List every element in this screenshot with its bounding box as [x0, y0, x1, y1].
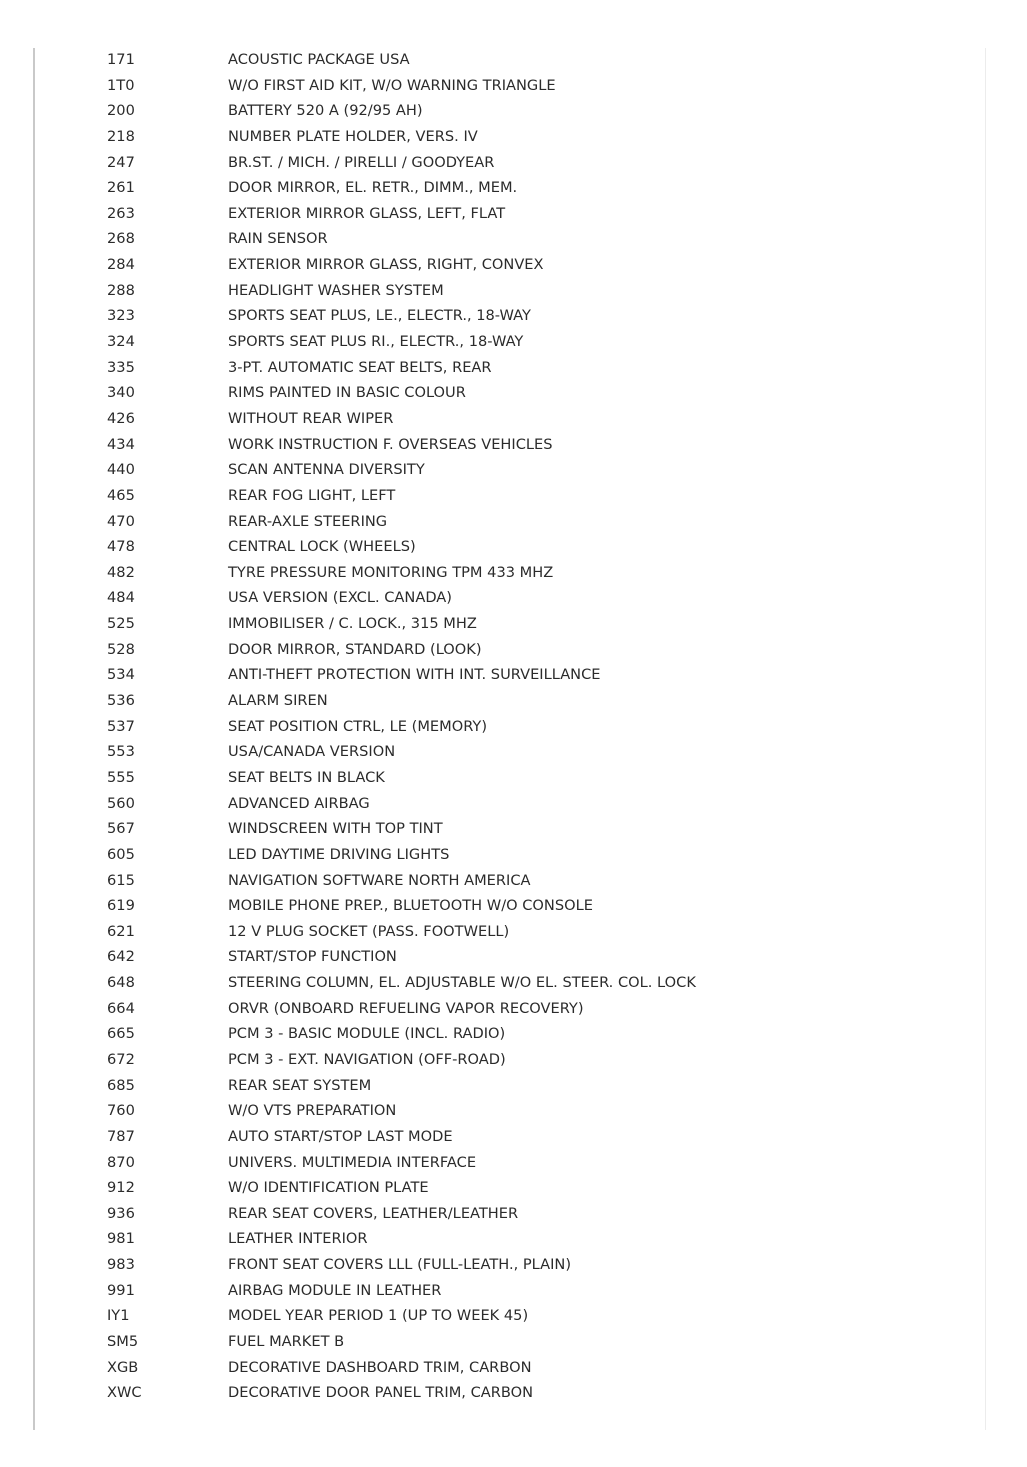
option-row [0, 509, 1027, 535]
option-code: 991 [107, 1281, 135, 1299]
option-code: XGB [107, 1358, 139, 1376]
option-description: ALARM SIREN [228, 692, 328, 710]
option-code: 605 [107, 845, 135, 863]
option-description: HEADLIGHT WASHER SYSTEM [228, 281, 444, 299]
option-description: REAR-AXLE STEERING [228, 512, 388, 530]
option-row [0, 1073, 1027, 1099]
option-row [0, 252, 1027, 278]
option-row [0, 1124, 1027, 1150]
option-code: 870 [107, 1153, 135, 1171]
option-row [0, 329, 1027, 355]
option-description: REAR SEAT COVERS, LEATHER/LEATHER [228, 1204, 519, 1222]
option-code: 534 [107, 666, 135, 684]
option-row [0, 919, 1027, 945]
option-row [0, 1098, 1027, 1124]
option-description: DECORATIVE DOOR PANEL TRIM, CARBON [228, 1384, 534, 1402]
option-row [0, 73, 1027, 99]
option-row [0, 355, 1027, 381]
option-description: FRONT SEAT COVERS LLL (FULL-LEATH., PLAIN) [228, 1256, 572, 1274]
option-description: STEERING COLUMN, EL. ADJUSTABLE W/O EL. STEER. COL. LOCK [228, 974, 696, 992]
option-row [0, 483, 1027, 509]
option-code: 553 [107, 743, 135, 761]
option-description: RIMS PAINTED IN BASIC COLOUR [228, 384, 466, 402]
option-row [0, 1303, 1027, 1329]
option-row [0, 1226, 1027, 1252]
option-code: 1T0 [107, 76, 135, 94]
option-code: 787 [107, 1127, 135, 1145]
option-code: 340 [107, 384, 135, 402]
option-code: SM5 [107, 1333, 139, 1351]
option-row [0, 47, 1027, 73]
option-code: 426 [107, 409, 135, 427]
option-row [0, 1329, 1027, 1355]
option-row [0, 150, 1027, 176]
option-row [0, 842, 1027, 868]
option-row [0, 611, 1027, 637]
option-row [0, 226, 1027, 252]
option-code: 642 [107, 948, 135, 966]
option-row [0, 175, 1027, 201]
option-row [0, 406, 1027, 432]
option-description: ANTI-THEFT PROTECTION WITH INT. SURVEILLANCE [228, 666, 601, 684]
option-code: 567 [107, 820, 135, 838]
option-row [0, 1380, 1027, 1406]
option-description: BATTERY 520 A (92/95 AH) [228, 102, 423, 120]
option-description: 12 V PLUG SOCKET (PASS. FOOTWELL) [228, 922, 510, 940]
option-code: 465 [107, 486, 135, 504]
option-row [0, 662, 1027, 688]
option-code: 528 [107, 640, 135, 658]
option-row [0, 1150, 1027, 1176]
option-row [0, 1047, 1027, 1073]
option-code: 324 [107, 333, 135, 351]
option-row [0, 970, 1027, 996]
option-code: 323 [107, 307, 135, 325]
option-row [0, 637, 1027, 663]
option-description: AIRBAG MODULE IN LEATHER [228, 1281, 442, 1299]
option-code: 218 [107, 127, 135, 145]
option-description: MODEL YEAR PERIOD 1 (UP TO WEEK 45) [228, 1307, 529, 1325]
option-description: EXTERIOR MIRROR GLASS, RIGHT, CONVEX [228, 256, 544, 274]
option-code: 555 [107, 768, 135, 786]
option-row [0, 765, 1027, 791]
option-row [0, 124, 1027, 150]
option-row [0, 714, 1027, 740]
option-row [0, 560, 1027, 586]
option-description: W/O IDENTIFICATION PLATE [228, 1179, 429, 1197]
option-code: 434 [107, 435, 135, 453]
option-code: 560 [107, 794, 135, 812]
option-description: TYRE PRESSURE MONITORING TPM 433 MHZ [228, 563, 554, 581]
option-code: 672 [107, 1050, 135, 1068]
option-code: 268 [107, 230, 135, 248]
option-description: WINDSCREEN WITH TOP TINT [228, 820, 443, 838]
option-description: BR.ST. / MICH. / PIRELLI / GOODYEAR [228, 153, 495, 171]
option-description: ACOUSTIC PACKAGE USA [228, 51, 410, 68]
option-code: 615 [107, 871, 135, 889]
option-row [0, 1355, 1027, 1381]
option-row [0, 457, 1027, 483]
option-description: NAVIGATION SOFTWARE NORTH AMERICA [228, 871, 531, 889]
option-description: EXTERIOR MIRROR GLASS, LEFT, FLAT [228, 204, 506, 222]
option-row [0, 432, 1027, 458]
option-description: ADVANCED AIRBAG [228, 794, 370, 812]
option-description: SCAN ANTENNA DIVERSITY [228, 461, 425, 479]
option-code: 912 [107, 1179, 135, 1197]
option-row [0, 1278, 1027, 1304]
option-code-list [0, 47, 1027, 1406]
option-description: PCM 3 - EXT. NAVIGATION (OFF-ROAD) [228, 1050, 506, 1068]
option-row [0, 791, 1027, 817]
option-code: 648 [107, 974, 135, 992]
option-code: 482 [107, 563, 135, 581]
option-description: LED DAYTIME DRIVING LIGHTS [228, 845, 450, 863]
option-row [0, 816, 1027, 842]
option-row [0, 1021, 1027, 1047]
option-code: 284 [107, 256, 135, 274]
option-code: 478 [107, 538, 135, 556]
option-row [0, 585, 1027, 611]
option-description: NUMBER PLATE HOLDER, VERS. IV [228, 127, 478, 145]
option-description: 3-PT. AUTOMATIC SEAT BELTS, REAR [228, 358, 492, 376]
option-row [0, 98, 1027, 124]
option-row [0, 944, 1027, 970]
option-code: 263 [107, 204, 135, 222]
option-code: 537 [107, 717, 135, 735]
option-row [0, 688, 1027, 714]
option-code: 288 [107, 281, 135, 299]
option-description: LEATHER INTERIOR [228, 1230, 368, 1248]
option-row [0, 534, 1027, 560]
option-code: 536 [107, 692, 135, 710]
option-description: DOOR MIRROR, EL. RETR., DIMM., MEM. [228, 179, 518, 197]
option-description: USA VERSION (EXCL. CANADA) [228, 589, 452, 607]
option-description: ORVR (ONBOARD REFUELING VAPOR RECOVERY) [228, 999, 584, 1017]
option-description: WITHOUT REAR WIPER [228, 409, 394, 427]
option-description: SPORTS SEAT PLUS RI., ELECTR., 18-WAY [228, 333, 524, 351]
option-description: USA/CANADA VERSION [228, 743, 396, 761]
option-code: 936 [107, 1204, 135, 1222]
option-code: 665 [107, 1025, 135, 1043]
option-row [0, 868, 1027, 894]
option-row [0, 303, 1027, 329]
option-row [0, 739, 1027, 765]
option-code: 983 [107, 1256, 135, 1274]
option-row [0, 380, 1027, 406]
option-description: AUTO START/STOP LAST MODE [228, 1127, 453, 1145]
option-code: 664 [107, 999, 135, 1017]
option-description: SPORTS SEAT PLUS, LE., ELECTR., 18-WAY [228, 307, 531, 325]
option-code: 981 [107, 1230, 135, 1248]
option-description: REAR FOG LIGHT, LEFT [228, 486, 396, 504]
option-code: 621 [107, 922, 135, 940]
option-description: PCM 3 - BASIC MODULE (INCL. RADIO) [228, 1025, 506, 1043]
option-row [0, 996, 1027, 1022]
option-description: CENTRAL LOCK (WHEELS) [228, 538, 416, 556]
option-code: 247 [107, 153, 135, 171]
option-code: 171 [107, 51, 135, 68]
option-row [0, 1175, 1027, 1201]
option-description: DECORATIVE DASHBOARD TRIM, CARBON [228, 1358, 532, 1376]
option-row [0, 201, 1027, 227]
option-row [0, 893, 1027, 919]
option-code: 470 [107, 512, 135, 530]
option-code: 525 [107, 615, 135, 633]
option-row [0, 1201, 1027, 1227]
option-code: IY1 [107, 1307, 130, 1325]
option-code: XWC [107, 1384, 142, 1402]
option-code: 200 [107, 102, 135, 120]
option-code: 484 [107, 589, 135, 607]
option-description: W/O FIRST AID KIT, W/O WARNING TRIANGLE [228, 76, 556, 94]
option-description: SEAT BELTS IN BLACK [228, 768, 385, 786]
option-description: MOBILE PHONE PREP., BLUETOOTH W/O CONSOLE [228, 897, 593, 915]
option-code: 261 [107, 179, 135, 197]
option-row [0, 278, 1027, 304]
option-description: W/O VTS PREPARATION [228, 1102, 397, 1120]
option-description: DOOR MIRROR, STANDARD (LOOK) [228, 640, 482, 658]
option-description: FUEL MARKET B [228, 1333, 345, 1351]
option-code: 440 [107, 461, 135, 479]
option-code: 760 [107, 1102, 135, 1120]
option-description: UNIVERS. MULTIMEDIA INTERFACE [228, 1153, 477, 1171]
option-row [0, 1252, 1027, 1278]
option-description: IMMOBILISER / C. LOCK., 315 MHZ [228, 615, 477, 633]
option-description: START/STOP FUNCTION [228, 948, 397, 966]
option-description: WORK INSTRUCTION F. OVERSEAS VEHICLES [228, 435, 553, 453]
option-description: REAR SEAT SYSTEM [228, 1076, 372, 1094]
option-code: 335 [107, 358, 135, 376]
option-description: SEAT POSITION CTRL, LE (MEMORY) [228, 717, 488, 735]
option-code: 619 [107, 897, 135, 915]
option-code: 685 [107, 1076, 135, 1094]
option-description: RAIN SENSOR [228, 230, 328, 248]
